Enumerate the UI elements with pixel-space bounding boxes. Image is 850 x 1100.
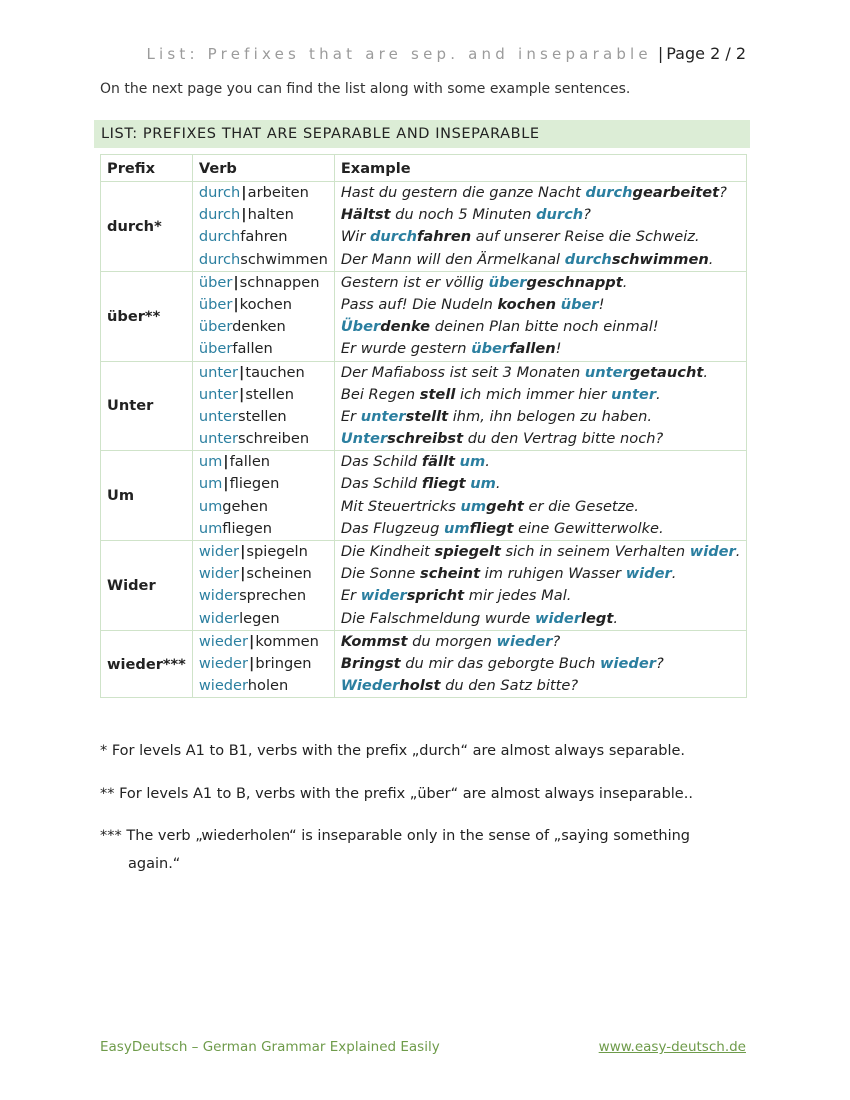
example-segment: .	[703, 363, 708, 381]
example-cell	[334, 541, 747, 631]
verb-segment: unter	[198, 407, 239, 425]
example-cell	[334, 182, 747, 272]
verb-segment: tauchen	[245, 363, 305, 381]
example-cell	[334, 361, 747, 451]
example-segment: geht	[486, 497, 524, 515]
example-segment: Hältst	[340, 206, 391, 224]
example-sentence	[341, 406, 741, 428]
example-segment: wider	[625, 565, 672, 583]
example-segment: durch	[585, 184, 633, 201]
example-segment: Mit Steuertricks	[340, 497, 461, 515]
example-segment: Das Flugzeug	[340, 519, 445, 537]
verb-segment: über	[198, 273, 233, 291]
verb-segment: legen	[239, 609, 280, 627]
example-segment: wider	[360, 587, 407, 605]
example-segment: Die Sonne	[340, 565, 421, 583]
verb-segment: über	[198, 295, 233, 313]
example-sentence	[341, 182, 741, 204]
verb-segment: unter	[198, 363, 239, 381]
example-segment: Der Mann will den Ärmelkanal	[340, 250, 565, 268]
example-sentence	[341, 316, 741, 338]
verb-cell	[192, 182, 334, 272]
verb-line	[199, 316, 328, 338]
verb-segment: |	[240, 565, 246, 583]
verb-line	[199, 182, 328, 204]
footnote-wieder	[100, 822, 690, 878]
example-sentence	[341, 226, 741, 248]
example-segment: Der Mafiaboss ist seit 3 Monaten	[340, 363, 585, 381]
example-segment: eine Gewitterwolke.	[513, 519, 664, 537]
example-segment: holst	[399, 677, 441, 695]
example-segment: um	[459, 453, 486, 471]
verb-line	[199, 608, 328, 630]
table-header-row	[101, 155, 747, 182]
example-segment: Bei Regen	[340, 385, 420, 403]
verb-segment: |	[249, 654, 255, 672]
example-segment: wider	[689, 543, 736, 560]
example-sentence	[341, 473, 741, 495]
example-segment: sich in seinem Verhalten	[500, 543, 690, 560]
example-segment: durch	[536, 206, 584, 224]
example-segment: unter	[360, 407, 406, 425]
example-segment: legt	[581, 609, 614, 627]
example-segment: unter	[611, 385, 657, 403]
example-segment: über	[560, 295, 599, 313]
example-sentence	[341, 338, 741, 360]
header-verb: Verb	[192, 155, 334, 182]
example-segment: mir jedes Mal.	[464, 587, 572, 605]
example-segment: du den Satz bitte?	[440, 677, 579, 695]
example-sentence	[341, 518, 741, 540]
header-example: Example	[334, 155, 747, 182]
verb-segment: um	[198, 453, 223, 471]
example-segment: fliegt	[421, 475, 466, 493]
verb-segment: scheinen	[246, 565, 312, 583]
example-segment: du morgen	[407, 632, 497, 650]
example-segment: getaucht	[629, 363, 704, 381]
verb-segment: über	[198, 318, 233, 336]
example-segment: .	[622, 273, 628, 291]
verb-segment: kochen	[239, 295, 293, 313]
example-segment: schwimmen	[611, 250, 709, 268]
verb-segment: fliegen	[229, 475, 280, 493]
example-segment: kochen	[497, 295, 557, 313]
example-sentence	[341, 563, 741, 585]
footnote-wieder-line1: *** The verb „wiederholen“ is inseparable only in the sense of „saying something	[100, 828, 691, 844]
verb-line	[199, 563, 328, 585]
verb-line	[199, 473, 328, 495]
table-row	[101, 271, 747, 361]
example-sentence	[341, 451, 741, 473]
page-number: Page 2 / 2	[666, 44, 746, 63]
example-segment: er die Gesetze.	[523, 497, 639, 515]
verb-segment: |	[233, 273, 239, 291]
example-segment: .	[495, 475, 501, 493]
prefix-cell: wieder***	[101, 630, 193, 698]
verb-segment: stellen	[238, 407, 287, 425]
verb-line	[199, 384, 328, 406]
verb-segment: durch	[198, 250, 241, 268]
footnote-ueber: ** For levels A1 to B, verbs with the prefix „über“ are almost always inseparable..	[100, 786, 693, 802]
verb-segment: durch	[198, 206, 241, 224]
verb-segment: spiegeln	[246, 543, 308, 560]
verb-segment: um	[198, 519, 223, 537]
verb-line	[199, 249, 328, 271]
verb-segment: wieder	[198, 677, 248, 695]
verb-segment: über	[198, 340, 233, 358]
verb-segment: unter	[198, 430, 239, 448]
example-segment: fahren	[417, 228, 472, 246]
example-segment: Unter	[340, 430, 388, 448]
verb-segment: kommen	[255, 632, 319, 650]
example-segment: Er	[340, 587, 361, 605]
prefix-table	[100, 154, 747, 698]
example-segment: um	[444, 519, 470, 537]
example-segment: schreibst	[387, 430, 464, 448]
example-segment: fliegt	[469, 519, 514, 537]
example-segment: ?	[583, 206, 591, 224]
verb-cell	[192, 451, 334, 541]
verb-cell	[192, 271, 334, 361]
example-segment: !	[598, 295, 605, 313]
verb-segment: fallen	[229, 453, 271, 471]
verb-cell	[192, 541, 334, 631]
example-sentence	[341, 541, 741, 563]
verb-segment: fliegen	[222, 519, 273, 537]
verb-segment: stellen	[245, 385, 295, 403]
verb-line	[199, 451, 328, 473]
prefix-cell: über**	[101, 271, 193, 361]
example-segment: Über	[340, 318, 381, 336]
example-segment: Er wurde gestern	[340, 340, 472, 358]
example-segment: Er	[340, 407, 361, 425]
example-sentence	[341, 496, 741, 518]
example-segment: Gestern ist er völlig	[340, 273, 489, 291]
example-segment: scheint	[420, 565, 481, 583]
prefix-cell: durch*	[101, 182, 193, 272]
verb-segment: wider	[198, 609, 240, 627]
example-segment: Die Kindheit	[340, 543, 435, 560]
verb-segment: durch	[198, 228, 241, 246]
example-segment: stellt	[405, 407, 449, 425]
example-segment: Hast du gestern die ganze Nacht	[340, 184, 586, 201]
verb-segment: |	[240, 543, 246, 560]
verb-segment: |	[233, 295, 239, 313]
verb-segment: fallen	[232, 340, 273, 358]
example-segment: .	[708, 250, 714, 268]
example-sentence	[341, 631, 741, 653]
verb-segment: schreiben	[238, 430, 310, 448]
verb-segment: wider	[198, 565, 240, 583]
example-segment: fallen	[509, 340, 556, 358]
header-title: List: Prefixes that are sep. and inseparable	[146, 45, 652, 63]
table-row	[101, 182, 747, 272]
intro-text: On the next page you can find the list along with some example sentences.	[100, 81, 631, 97]
footnote-wieder-line2: again.“	[128, 856, 181, 872]
example-sentence	[341, 428, 741, 450]
verb-segment: unter	[198, 385, 239, 403]
example-sentence	[341, 294, 741, 316]
verb-line	[199, 338, 328, 360]
table-row	[101, 541, 747, 631]
verb-segment: |	[241, 206, 247, 224]
example-segment: geschnappt	[526, 273, 623, 291]
example-sentence	[341, 608, 741, 630]
verb-line	[199, 585, 328, 607]
example-segment: ?	[655, 654, 664, 672]
example-segment: wieder	[600, 654, 656, 672]
verb-segment: denken	[232, 318, 286, 336]
example-segment: du noch 5 Minuten	[390, 206, 537, 224]
example-segment: .	[656, 385, 661, 403]
example-segment: Das Schild	[340, 475, 422, 493]
verb-segment: um	[198, 475, 223, 493]
verb-line	[199, 362, 328, 384]
verb-line	[199, 496, 328, 518]
verb-segment: |	[239, 385, 245, 403]
section-title: LIST: PREFIXES THAT ARE SEPARABLE AND INSEPARABLE	[94, 120, 750, 148]
verb-segment: um	[198, 497, 223, 515]
verb-line	[199, 653, 328, 675]
verb-line	[199, 406, 328, 428]
example-segment: du den Vertrag bitte noch?	[463, 430, 664, 448]
example-sentence	[341, 204, 741, 226]
example-segment: über	[471, 340, 510, 358]
page-header	[100, 44, 746, 63]
example-segment: Wieder	[340, 677, 400, 695]
example-segment: über	[488, 273, 527, 291]
example-sentence	[341, 362, 741, 384]
example-segment: Wir	[340, 228, 370, 246]
example-sentence	[341, 384, 741, 406]
example-segment: ?	[552, 632, 561, 650]
verb-line	[199, 541, 328, 563]
example-segment: unter	[584, 363, 630, 381]
verb-segment: schnappen	[239, 273, 320, 291]
example-segment: wider	[535, 609, 582, 627]
header-separator: |	[657, 44, 664, 63]
example-segment: .	[735, 543, 741, 560]
verb-segment: wieder	[198, 632, 249, 650]
verb-segment: fahren	[240, 228, 288, 246]
footer-link[interactable]: www.easy-deutsch.de	[598, 1039, 746, 1055]
verb-segment: |	[241, 184, 247, 201]
verb-segment: arbeiten	[247, 184, 309, 201]
example-segment: gearbeitet	[632, 184, 720, 201]
example-segment: ich mich immer hier	[455, 385, 612, 403]
example-segment: spricht	[406, 587, 465, 605]
example-segment: auf unserer Reise die Schweiz.	[471, 228, 700, 246]
example-segment: Die Falschmeldung wurde	[340, 609, 535, 627]
verb-cell	[192, 630, 334, 698]
verb-segment: holen	[247, 677, 289, 695]
example-segment: im ruhigen Wasser	[480, 565, 626, 583]
example-sentence	[341, 653, 741, 675]
verb-line	[199, 294, 328, 316]
header-prefix: Prefix	[101, 155, 193, 182]
table-row	[101, 630, 747, 698]
table-row	[101, 451, 747, 541]
verb-line	[199, 204, 328, 226]
example-segment: du mir das geborgte Buch	[400, 654, 601, 672]
verb-segment: gehen	[222, 497, 269, 515]
verb-segment: wider	[198, 543, 240, 560]
verb-cell	[192, 361, 334, 451]
prefix-cell: Unter	[101, 361, 193, 451]
example-segment: .	[485, 453, 490, 471]
verb-segment: wieder	[198, 654, 249, 672]
example-sentence	[341, 272, 741, 294]
example-sentence	[341, 675, 741, 697]
prefix-cell: Um	[101, 451, 193, 541]
example-segment: Pass auf! Die Nudeln	[340, 295, 498, 313]
example-segment: durch	[369, 228, 418, 246]
verb-segment: sprechen	[239, 587, 307, 605]
example-segment: denke	[380, 318, 431, 336]
example-cell	[334, 271, 747, 361]
verb-line	[199, 518, 328, 540]
example-segment: deinen Plan bitte noch einmal!	[430, 318, 659, 336]
footer-brand: EasyDeutsch – German Grammar Explained Easily	[100, 1039, 440, 1055]
prefix-cell: Wider	[101, 541, 193, 631]
example-segment: !	[555, 340, 562, 358]
example-segment: um	[460, 497, 487, 515]
verb-segment: durch	[198, 184, 241, 201]
verb-line	[199, 272, 328, 294]
footnote-durch: * For levels A1 to B1, verbs with the prefix „durch“ are almost always separable.	[100, 743, 686, 759]
verb-line	[199, 226, 328, 248]
example-segment: stell	[419, 385, 456, 403]
example-segment: wieder	[496, 632, 553, 650]
example-segment: um	[470, 475, 496, 493]
verb-segment: halten	[247, 206, 294, 224]
example-segment: spiegelt	[434, 543, 501, 560]
example-cell	[334, 451, 747, 541]
example-segment: durch	[564, 250, 612, 268]
example-sentence	[341, 585, 741, 607]
verb-segment: |	[239, 363, 245, 381]
verb-line	[199, 631, 328, 653]
example-segment: .	[613, 609, 618, 627]
verb-segment: wider	[198, 587, 240, 605]
example-segment: ihm, ihn belogen zu haben.	[448, 407, 652, 425]
example-cell	[334, 630, 747, 698]
verb-line	[199, 675, 328, 697]
example-segment: fällt	[421, 453, 455, 471]
example-segment: Bringst	[340, 654, 401, 672]
verb-segment: |	[223, 453, 229, 471]
example-sentence	[341, 249, 741, 271]
example-segment: Das Schild	[340, 453, 422, 471]
example-segment: Kommst	[340, 632, 408, 650]
example-segment: ?	[719, 184, 727, 201]
example-segment: .	[671, 565, 677, 583]
verb-segment: bringen	[255, 654, 312, 672]
verb-segment: |	[223, 475, 229, 493]
table-body	[101, 182, 747, 698]
table-row	[101, 361, 747, 451]
verb-segment: |	[249, 632, 255, 650]
verb-segment: schwimmen	[240, 250, 328, 268]
verb-line	[199, 428, 328, 450]
